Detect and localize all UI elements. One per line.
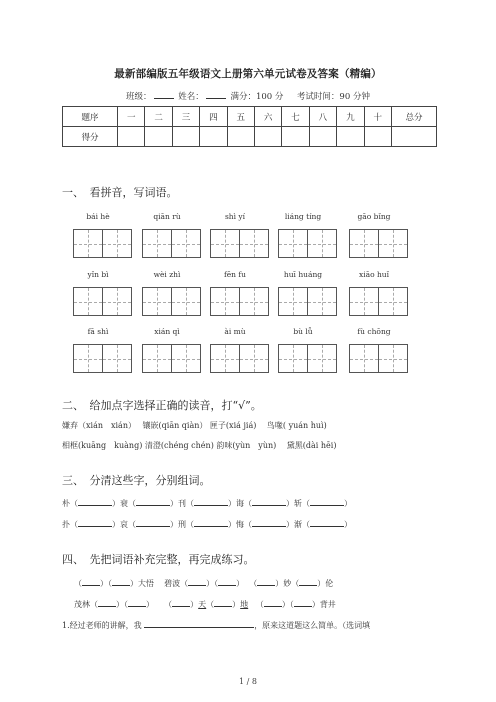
idiom-line-2: 茂林（ ）（ ） （ ）天（ ）地 （ ）（ ）背井: [74, 600, 336, 609]
section3-heading: 三、 分清这些字，分别组词。: [62, 474, 211, 487]
writing-grid[interactable]: [210, 344, 269, 373]
char: 渐: [294, 520, 302, 529]
writing-grid[interactable]: [210, 229, 269, 258]
writing-grid[interactable]: [142, 287, 201, 316]
char: 哀: [120, 520, 128, 529]
pinyin: shì yí: [224, 212, 246, 221]
answer-blank[interactable]: [78, 497, 112, 506]
pinyin: xiāo huǐ: [358, 270, 390, 279]
pinyin: gāo bǐng: [357, 212, 391, 221]
writing-grid[interactable]: [349, 229, 408, 258]
idiom-text: 背井: [319, 600, 336, 609]
idiom-blank[interactable]: [299, 577, 317, 586]
pinyin: ài mù: [224, 327, 246, 336]
section4-heading: 四、 先把词语补充完整，再完成练习。: [62, 553, 255, 566]
answer-blank[interactable]: [310, 497, 344, 506]
writing-grid[interactable]: [278, 344, 337, 373]
pinyin: fēn fu: [223, 270, 247, 279]
idiom-blank[interactable]: [214, 598, 232, 607]
page-title: 最新部编版五年级语文上册第六单元试卷及答案（精编）: [114, 68, 382, 80]
answer-blank[interactable]: [252, 497, 286, 506]
score-value-row: [63, 127, 437, 147]
score-cell: 四: [200, 107, 227, 127]
answer-blank[interactable]: [136, 518, 170, 527]
idiom-line-1: （ ）（ ）大悟 碧波（ ）（ ） （ ）妙（ ）伦: [74, 579, 334, 588]
pinyin: bái hè: [86, 212, 110, 221]
answer-blank[interactable]: [310, 518, 344, 527]
question-1: [62, 619, 370, 631]
word-row-1: 朴（ ）衰（ ）刊（ ）诲（ ）斩（ ）: [62, 499, 352, 508]
idiom-text: 大悟: [138, 579, 154, 588]
score-input[interactable]: [309, 127, 336, 147]
score-input[interactable]: [392, 127, 437, 147]
word-row-2: 扑（ ）哀（ ）刑（ ）悔（ ）渐（ ）: [62, 520, 352, 529]
section1-heading: 一、 看拼音，写词语。: [62, 186, 178, 199]
writing-grid[interactable]: [73, 344, 132, 373]
idiom-blank[interactable]: [82, 577, 100, 586]
reading-line-1: 嫌弃（xián xián） 镶嵌(qiān qiàn） 匣子(xiá jiá) 鸟喙( yuán huì): [62, 421, 327, 430]
score-input[interactable]: [145, 127, 172, 147]
idiom-blank[interactable]: [264, 598, 282, 607]
idiom-blank[interactable]: [257, 577, 275, 586]
q1-prefix: 1.经过老师的讲解，我: [62, 621, 142, 630]
score-cell: 六: [254, 107, 281, 127]
exam-info: [0, 90, 496, 102]
class-label: 班级：: [126, 92, 152, 102]
score-input[interactable]: [172, 127, 199, 147]
pinyin: huī huáng: [283, 270, 323, 279]
writing-grid[interactable]: [73, 287, 132, 316]
pinyin: yǐn bì: [87, 270, 109, 279]
answer-blank[interactable]: [194, 518, 228, 527]
idiom-text: 碧波: [164, 579, 181, 588]
score-label: 得分: [63, 127, 118, 147]
char: 刊: [178, 499, 186, 508]
score-table: [62, 106, 437, 147]
idiom-text: 地: [240, 600, 249, 609]
score-header-row: [63, 107, 437, 127]
char: 衰: [120, 499, 128, 508]
idiom-text: 妙: [283, 579, 292, 588]
writing-grid[interactable]: [278, 287, 337, 316]
pinyin: xián qì: [154, 327, 180, 336]
score-input[interactable]: [254, 127, 281, 147]
pinyin: liáng tíng: [284, 212, 322, 221]
full-marks: 满分：100 分: [230, 92, 284, 102]
pinyin: fù chōng: [357, 327, 391, 336]
idiom-text: 伦: [325, 579, 334, 588]
writing-grid[interactable]: [349, 287, 408, 316]
score-input[interactable]: [227, 127, 254, 147]
q1-suffix: ，原来这道题这么简单。（选词填: [254, 621, 371, 630]
answer-blank[interactable]: [252, 518, 286, 527]
idiom-blank[interactable]: [172, 598, 190, 607]
writing-grid[interactable]: [349, 344, 408, 373]
score-cell: 一: [118, 107, 145, 127]
score-input[interactable]: [282, 127, 309, 147]
class-blank: [154, 90, 174, 99]
score-cell: 题序: [63, 107, 118, 127]
name-blank: [206, 90, 226, 99]
q1-blank[interactable]: [144, 619, 254, 628]
answer-blank[interactable]: [78, 518, 112, 527]
idiom-blank[interactable]: [128, 598, 146, 607]
char: 扑: [62, 520, 70, 529]
char: 斩: [294, 499, 302, 508]
pinyin: qiān rù: [153, 212, 181, 221]
idiom-text: 天: [198, 600, 207, 609]
idiom-blank[interactable]: [98, 598, 116, 607]
idiom-blank[interactable]: [188, 577, 206, 586]
score-cell: 九: [337, 107, 364, 127]
idiom-blank[interactable]: [294, 598, 312, 607]
score-input[interactable]: [364, 127, 391, 147]
pinyin: fā shì: [87, 327, 109, 336]
pinyin: bù lǚ: [293, 327, 313, 336]
score-cell: 七: [282, 107, 309, 127]
score-cell: 总分: [392, 107, 437, 127]
name-label: 姓名：: [178, 92, 204, 102]
char: 朴: [62, 499, 70, 508]
answer-blank[interactable]: [194, 497, 228, 506]
score-input[interactable]: [118, 127, 145, 147]
writing-grid[interactable]: [73, 229, 132, 258]
char: 悔: [236, 520, 244, 529]
writing-grid[interactable]: [142, 229, 201, 258]
idiom-blank[interactable]: [112, 577, 130, 586]
score-cell: 三: [172, 107, 199, 127]
idiom-blank[interactable]: [218, 577, 236, 586]
writing-grid[interactable]: [210, 287, 269, 316]
reading-line-2: 相框(kuāng kuàng) 清澄(chéng chén) 韵味(yùn yùn) 黛黑(dài hēi): [62, 441, 337, 450]
score-cell: 二: [145, 107, 172, 127]
pinyin: wèi zhì: [153, 270, 181, 279]
writing-grid[interactable]: [278, 229, 337, 258]
section2-heading: 二、 给加点字选择正确的读音，打“√”。: [62, 399, 262, 412]
score-cell: 十: [364, 107, 391, 127]
score-cell: 八: [309, 107, 336, 127]
score-cell: 五: [227, 107, 254, 127]
page-number: 1 / 8: [239, 677, 257, 686]
score-input[interactable]: [200, 127, 227, 147]
char: 诲: [236, 499, 244, 508]
writing-grid[interactable]: [142, 344, 201, 373]
score-input[interactable]: [337, 127, 364, 147]
answer-blank[interactable]: [136, 497, 170, 506]
idiom-text: 茂林: [74, 600, 90, 609]
exam-time: 考试时间：90 分钟: [296, 92, 370, 102]
char: 刑: [178, 520, 186, 529]
